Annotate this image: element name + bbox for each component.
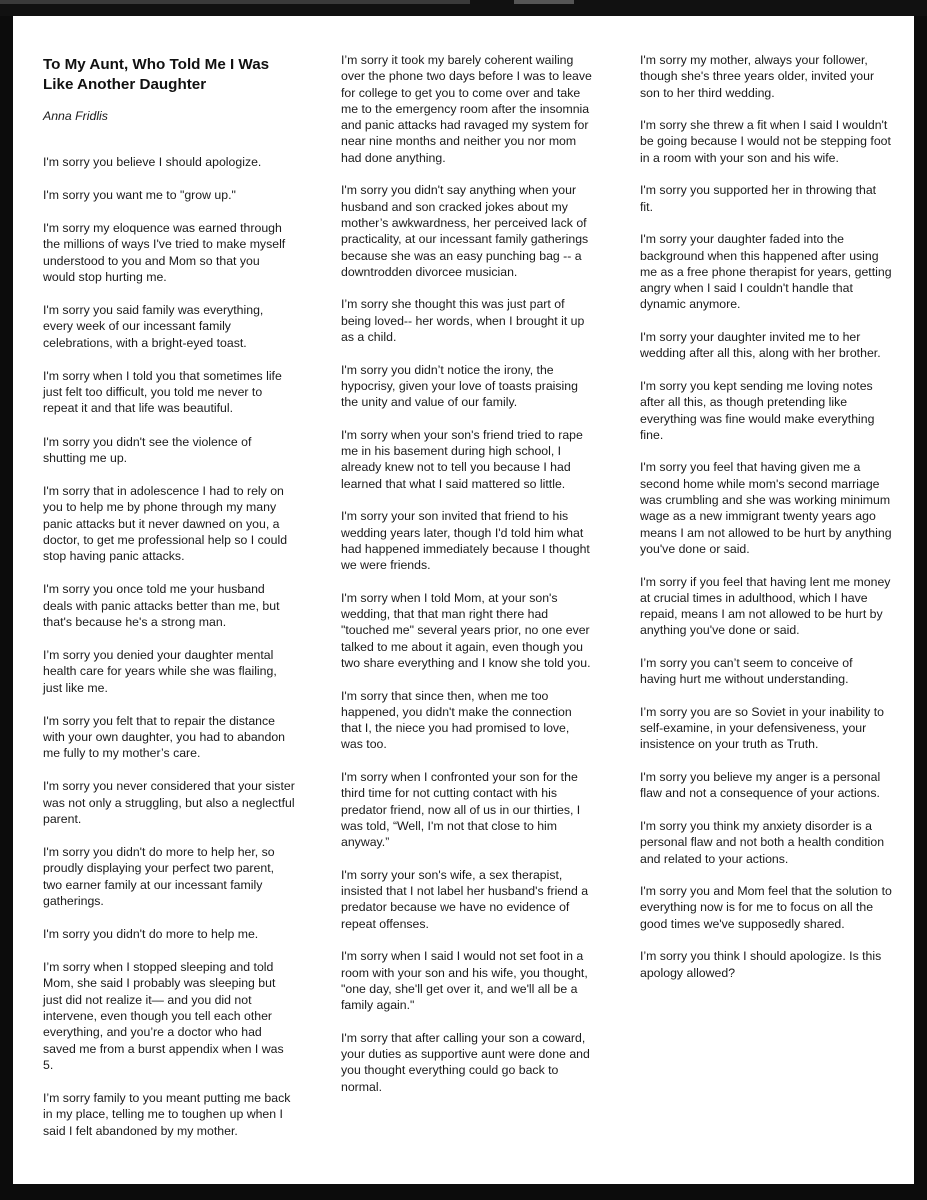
paragraph: I'm sorry that after calling your son a coward, your duties as supportive aunt were done and you thought everything could go back to normal. xyxy=(341,1030,590,1094)
column-2 xyxy=(341,52,593,1111)
paragraph: I'm sorry my mother, always your follower, though she's three years older, invited your son to her third wedding. xyxy=(640,53,875,100)
top-bar-segment xyxy=(0,0,470,4)
paragraph: I'm sorry your son's wife, a sex therapist, insisted that I not label her husband's friend a predator because we have no evidence of repeat offenses. xyxy=(341,867,589,931)
paragraph: I'm sorry you once told me your husband deals with panic attacks better than me, but that's because he's a strong man. xyxy=(43,582,280,629)
paragraph: I'm sorry my eloquence was earned through the millions of ways I've tried to make myself understood to you and Mom so that you would stop hurting me. xyxy=(43,221,286,285)
paragraph: I’m sorry you can’t seem to conceive of having hurt me without understanding. xyxy=(640,655,853,687)
paragraph: I'm sorry you and Mom feel that the solution to everything now is for me to focus on all the good times we've supposedly shared. xyxy=(640,884,892,931)
top-bar xyxy=(0,0,927,16)
paragraph: I'm sorry you kept sending me loving notes after all this, as though pretending like everything was fine would make everything fine. xyxy=(640,378,875,442)
paragraph: I'm sorry your son invited that friend to his wedding years later, though I'd told him what had happened immediately because I thought we were friends. xyxy=(341,509,590,573)
paragraph: I'm sorry she threw a fit when I said I wouldn't be going because I would not be stepping foot in a room with your son and his wife. xyxy=(640,118,891,165)
paragraph: I'm sorry you believe I should apologize. xyxy=(43,155,262,169)
document-title: To My Aunt, Who Told Me I Was Like Another Daughter xyxy=(43,56,270,93)
paragraph: I'm sorry when your son's friend tried to rape me in his basement during high school, I already knew not to tell you because I had learned that what I said mattered so little. xyxy=(341,427,583,491)
paragraph: I’m sorry she thought this was just part of being loved-- her words, when I brought it up as a child. xyxy=(341,297,585,345)
paragraph: I'm sorry your daughter faded into the background when this happened after using me as a free phone therapist for years, getting angry when I said I couldn't handle that dynamic anymore. xyxy=(640,232,892,312)
column-3 xyxy=(640,52,892,997)
paragraph: I'm sorry you feel that having given me a second home while mom's second marriage was crumbling and she was working minimum wage as a new immigrant twenty years ago means I am not allowed to be hurt by anything you've done or said. xyxy=(640,460,892,556)
paragraph: I'm sorry you didn't say anything when your husband and son cracked jokes about my mother’s awkwardness, her perceived lack of practicality, at our incessant family gatherings because she was an easy punching bag -- a downtrodden divorcee musician. xyxy=(341,183,589,279)
paragraph: I’m sorry family to you meant putting me back in my place, telling me to toughen up when I said I felt abandoned by my mother. xyxy=(43,1090,291,1138)
paragraph: I'm sorry you said family was everything, every week of our incessant family celebrations, with a bright-eyed toast. xyxy=(43,303,264,350)
paragraph: I'm sorry if you feel that having lent me money at crucial times in adulthood, which I have repaid, means I am not allowed to be hurt by anything you've done or said. xyxy=(640,574,891,638)
paragraph: I'm sorry you want me to "grow up." xyxy=(43,188,236,203)
paragraph: I’m sorry it took my barely coherent wailing over the phone two days before I was to leave for college to get you to come over and take me to the emergency room after the insomnia and panic attacks had ravaged my system for near nine months and neither you nor mom had done anything. xyxy=(341,53,592,165)
document-page xyxy=(13,16,914,1184)
paragraph: I'm sorry when I told Mom, at your son's wedding, that that man right there had "touched me" several years prior, no one ever talked to me about it again, even though you two share everything and I know she told you. xyxy=(341,590,591,670)
paragraph: I'm sorry you didn't do more to help me. xyxy=(43,926,259,941)
paragraph: I'm sorry you believe my anger is a personal flaw and not a consequence of your actions. xyxy=(640,770,881,801)
column-1 xyxy=(43,55,295,1156)
author-name: Anna Fridlis xyxy=(43,109,108,123)
paragraph: I’m sorry you denied your daughter mental health care for years while she was flailing, just like me. xyxy=(43,647,277,695)
paragraph: I’m sorry when I stopped sleeping and told Mom, she said I probably was sleeping but just did not realize it— and you did not intervene, even though you tell each other everything, and you’re a doctor who had saved me from a burst appendix when I was 5. xyxy=(43,960,284,1072)
paragraph: I'm sorry when I told you that sometimes life just felt too difficult, you told me never to repeat it and that life was beautiful. xyxy=(43,368,282,416)
paragraph: I'm sorry that since then, when me too happened, you didn't make the connection that I, the niece you had promised to love, was too. xyxy=(341,688,572,752)
paragraph: I'm sorry you felt that to repair the distance with your own daughter, you had to abandon me fully to my mother’s care. xyxy=(43,713,286,761)
paragraph: I'm sorry when I said I would not set foot in a room with your son and his wife, you thought, "one day, she'll get over it, and we'll all be a family again." xyxy=(341,949,588,1013)
paragraph: I'm sorry when I confronted your son for the third time for not cutting contact with his predator friend, now all of us in our thirties, I was told, “Well, I'm not that close to him anyway.” xyxy=(341,770,581,850)
paragraph: I'm sorry you didn't see the violence of shutting me up. xyxy=(43,434,252,465)
paragraph: I'm sorry you supported her in throwing that fit. xyxy=(640,183,877,214)
paragraph: I'm sorry you think my anxiety disorder is a personal flaw and not both a health condition and related to your actions. xyxy=(640,818,885,866)
top-bar-segment xyxy=(514,0,574,4)
paragraph: I'm sorry your daughter invited me to her wedding after all this, along with her brother. xyxy=(640,330,881,361)
paragraph: I'm sorry you never considered that your sister was not only a struggling, but also a neglectful parent. xyxy=(43,779,295,826)
paragraph: I’m sorry you are so Soviet in your inability to self-examine, in your defensiveness, your insistence on your truth as Truth. xyxy=(640,704,884,752)
paragraph: I'm sorry you didn't do more to help her, so proudly displaying your perfect two parent, two earner family at our incessant family gatherings. xyxy=(43,844,275,908)
paragraph: I’m sorry you think I should apologize. Is this apology allowed? xyxy=(640,949,882,980)
paragraph: I'm sorry that in adolescence I had to rely on you to help me by phone through my many panic attacks but it never dawned on you, a doctor, to get me professional help so I could stop having panic attacks. xyxy=(43,483,288,564)
paragraph: I'm sorry you didn’t notice the irony, the hypocrisy, given your love of toasts praising the unity and value of our family. xyxy=(341,362,578,410)
